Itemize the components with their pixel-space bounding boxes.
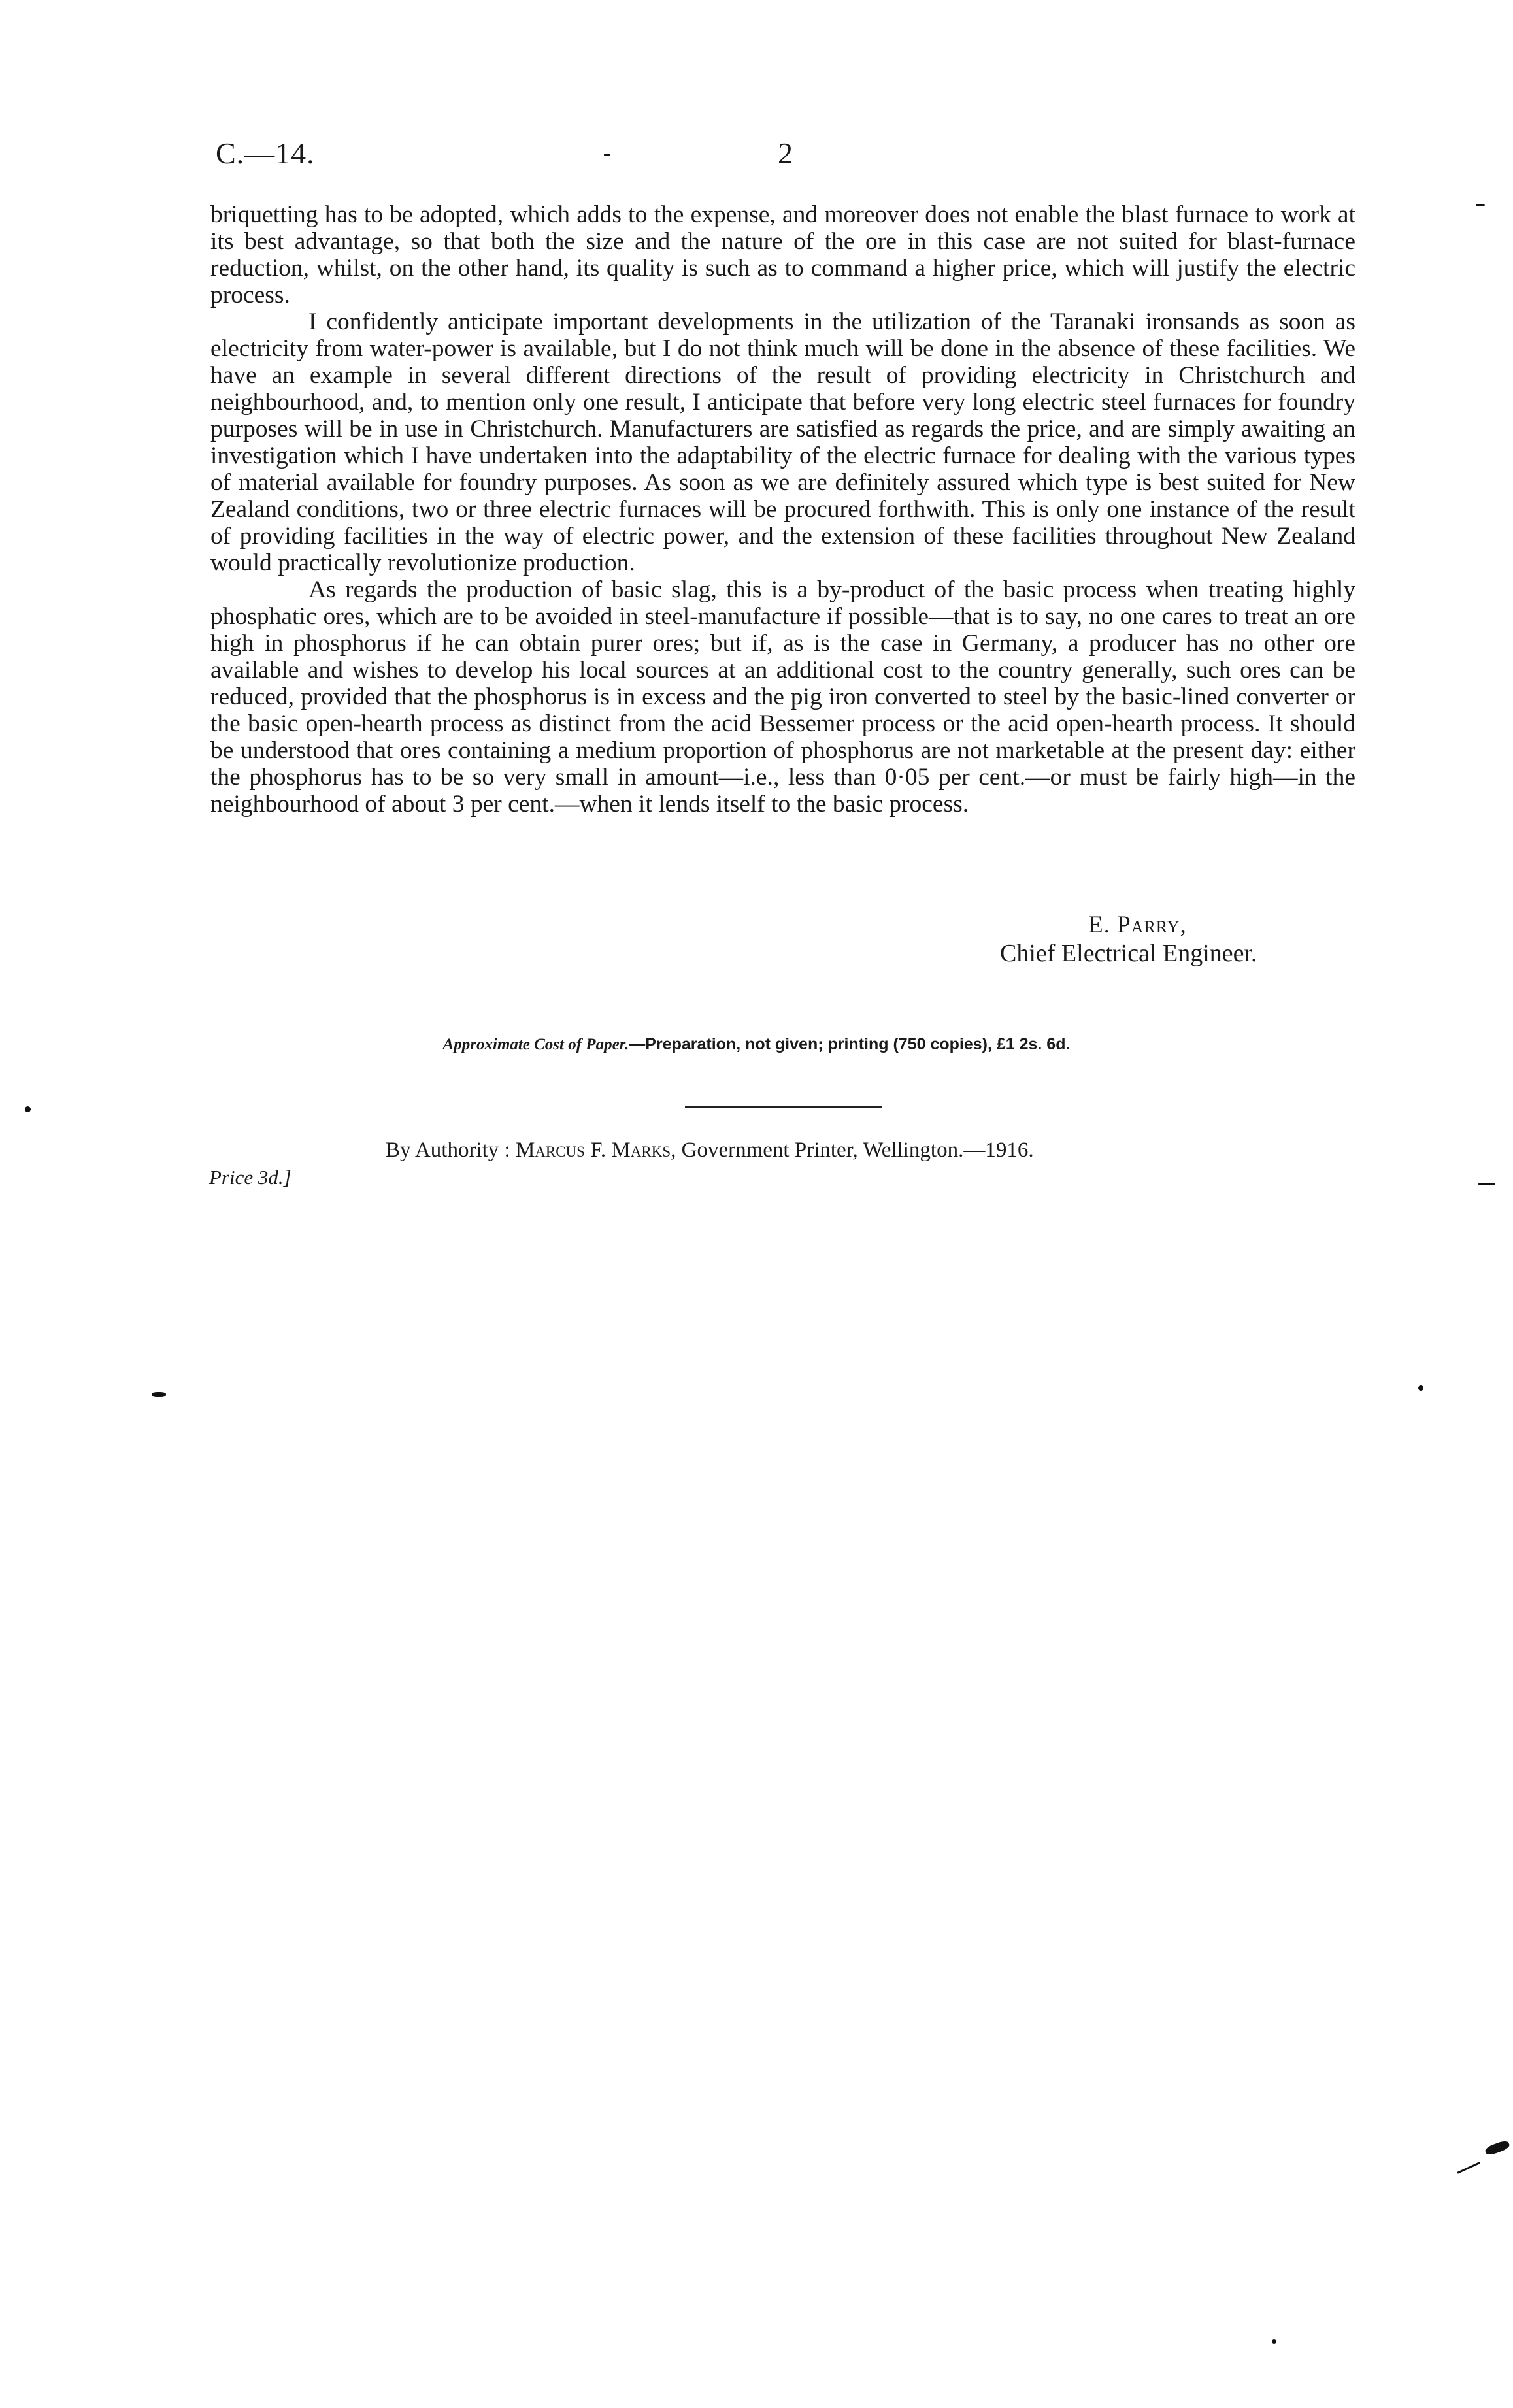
cost-note-text: —Preparation, not given; printing (750 copies), £1 2s. 6d.: [629, 1035, 1071, 1053]
authority-suffix: Government Printer, Wellington.—1916.: [681, 1138, 1034, 1162]
cost-note: [0, 1035, 1513, 1054]
printer-name: Marcus F. Marks,: [515, 1138, 676, 1162]
scan-speck: [1457, 2162, 1480, 2174]
scan-speck: [1484, 2139, 1510, 2156]
signature-title: Chief Electrical Engineer.: [1000, 940, 1257, 967]
paragraph: As regards the production of basic slag, this is a by-product of the basic process when treating highly phosphatic ores, which are to be avoided in steel-manufacture if possible—that is to say, no one cares to treat an ore high in phosphorus if he can obtain purer ores; but if, as is the case in Germany, a producer has no other ore available and wishes to develop his local sources at an additional cost to the country generally, such ores can be reduced, provided that the phosphorus is in excess and the pig iron converted to steel by the basic-lined converter or the basic open-hearth process as distinct from the acid Bessemer process or the acid open-hearth process. It should be understood that ores containing a medium proportion of phosphorus are not marketable at the present day: either the phosphorus has to be so very small in amount—i.e., less than 0·05 per cent.—or must be fairly high—in the neighbourhood of about 3 per cent.—when it lends itself to the basic process.: [210, 576, 1355, 817]
cost-note-label: Approximate Cost of Paper.: [442, 1036, 629, 1053]
body-text: [210, 201, 1355, 817]
divider-rule: [685, 1106, 882, 1108]
printer-line: [386, 1138, 1034, 1163]
page-number: 2: [778, 137, 793, 170]
scan-speck: [1272, 2339, 1276, 2344]
signature-name: E. Parry,: [1088, 912, 1187, 938]
scan-speck: [152, 1392, 166, 1397]
scan-speck: [1476, 204, 1485, 206]
paragraph: I confidently anticipate important developments in the utilization of the Taranaki ironsands as soon as electricity from water-power is available, but I do not think much will be done in the absence of these facilities. We have an example in several different directions of the result of providing electricity in Christchurch and neighbourhood, and, to mention only one result, I anticipate that before very long electric steel furnaces for foundry purposes will be in use in Christchurch. Manufacturers are satisfied as regards the price, and are simply awaiting an investigation which I have undertaken into the adaptability of the electric furnace for dealing with the various types of material available for foundry purposes. As soon as we are definitely assured which type is best suited for New Zealand conditions, two or three electric furnaces will be procured forthwith. This is only one instance of the result of providing facilities in the way of electric power, and the extension of these facilities throughout New Zealand would practically revolutionize production.: [210, 308, 1355, 576]
authority-prefix: By Authority :: [386, 1138, 510, 1162]
scan-speck: [604, 154, 610, 156]
scan-speck: [1478, 1183, 1495, 1185]
document-reference: C.—14.: [216, 137, 315, 170]
scan-speck: [1418, 1385, 1423, 1391]
paragraph: briquetting has to be adopted, which adds to the expense, and moreover does not enable the blast furnace to work at its best advantage, so that both the size and the nature of the ore in this case are not suited for blast-furnace reduction, whilst, on the other hand, its quality is such as to command a higher price, which will justify the electric process.: [210, 201, 1355, 308]
scan-speck: [25, 1106, 31, 1112]
price-note: Price 3d.]: [209, 1166, 291, 1189]
